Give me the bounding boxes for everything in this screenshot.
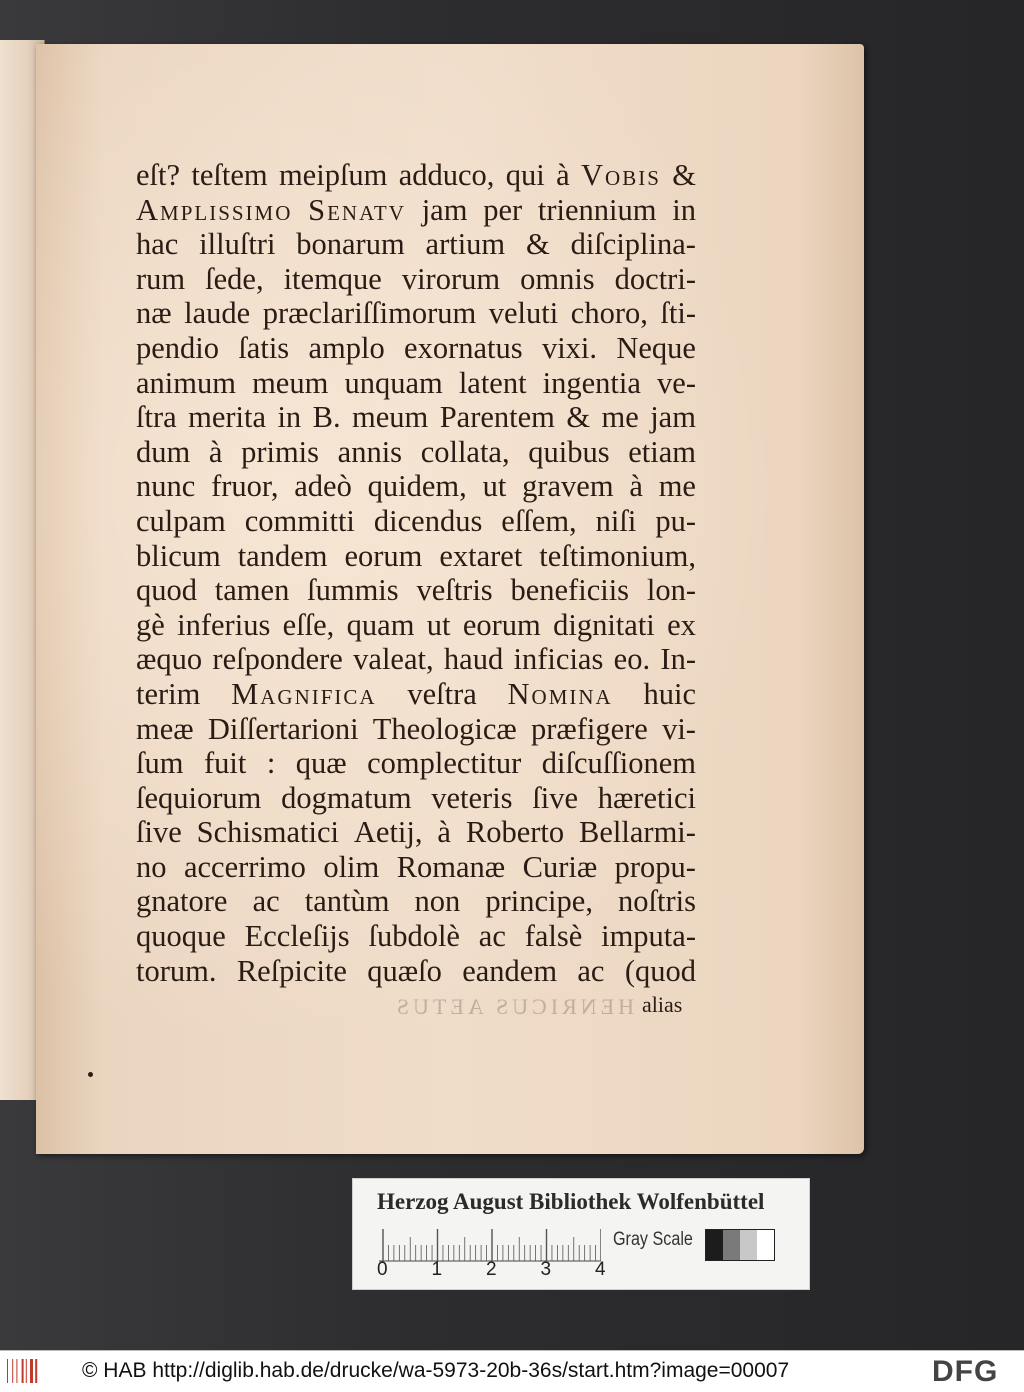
text-word: dogmatum bbox=[281, 780, 412, 815]
text-line bbox=[136, 193, 696, 228]
text-word: ſive bbox=[136, 815, 182, 850]
text-word: æquo bbox=[136, 642, 203, 677]
text-word: Nomina bbox=[507, 676, 613, 711]
text-word: haud bbox=[443, 642, 504, 677]
text-line bbox=[136, 400, 696, 435]
text-word: Roberto bbox=[465, 815, 565, 850]
text-word: pu- bbox=[655, 503, 696, 538]
text-word: eſt? bbox=[136, 158, 181, 192]
ruler-label: 3 bbox=[540, 1259, 552, 1280]
text-word: complectitur bbox=[367, 746, 522, 781]
text-word: animum bbox=[136, 365, 236, 400]
text-word: rum bbox=[136, 261, 186, 296]
catchword: alias bbox=[642, 992, 683, 1017]
barcode-bar bbox=[34, 1359, 35, 1383]
text-word: exornatus bbox=[404, 330, 523, 365]
text-word: ingentia bbox=[542, 365, 641, 400]
text-word: triennium bbox=[537, 192, 657, 227]
text-word: annis bbox=[337, 434, 403, 469]
text-word: Curiæ bbox=[522, 849, 598, 884]
text-word: choro, bbox=[570, 296, 648, 331]
text-word: tantùm bbox=[304, 884, 390, 919]
text-word: beneficiis bbox=[510, 573, 630, 608]
text-word: & bbox=[566, 400, 591, 435]
text-word: eſſem, bbox=[501, 503, 577, 538]
text-word: bonarum bbox=[296, 227, 405, 262]
text-word: unquam bbox=[344, 365, 443, 400]
text-word: pendio bbox=[136, 330, 220, 365]
text-word: meum bbox=[352, 400, 429, 435]
ruler-labels bbox=[375, 1259, 615, 1283]
text-word: Aetij, bbox=[353, 815, 423, 850]
barcode-bar bbox=[7, 1359, 8, 1383]
text-word: blicum bbox=[136, 538, 221, 573]
text-word: hac bbox=[136, 227, 179, 262]
text-word: Amplissimo bbox=[136, 192, 293, 227]
text-word: committi bbox=[244, 503, 355, 538]
text-word: ac bbox=[577, 953, 605, 988]
gray-patch bbox=[706, 1230, 723, 1260]
text-word: gravem bbox=[522, 469, 614, 504]
text-word: extaret bbox=[439, 538, 523, 573]
text-word: huic bbox=[643, 676, 696, 711]
text-word: meipſum bbox=[278, 158, 388, 192]
ruler-label: 1 bbox=[431, 1259, 443, 1280]
text-word: vixi. bbox=[541, 330, 598, 365]
text-line bbox=[136, 469, 696, 504]
text-line bbox=[136, 227, 696, 262]
text-word: per bbox=[483, 192, 523, 227]
text-word: hæretici bbox=[597, 780, 696, 815]
text-word: fuit bbox=[203, 746, 247, 781]
barcode-bar bbox=[9, 1359, 12, 1383]
text-word: no bbox=[136, 849, 167, 884]
ruler-label: 0 bbox=[377, 1259, 388, 1280]
text-word: ſummis bbox=[307, 573, 399, 608]
text-word: artium bbox=[425, 227, 506, 262]
text-word: niſi bbox=[595, 503, 637, 538]
text-word: quod bbox=[136, 573, 197, 608]
text-word: falsè bbox=[524, 919, 583, 954]
gray-scale-label: Gray Scale bbox=[613, 1229, 693, 1250]
text-word: olim bbox=[323, 849, 380, 884]
text-word: à bbox=[556, 158, 570, 192]
text-word: tandem bbox=[237, 538, 328, 573]
dfg-logo: DFG bbox=[932, 1355, 999, 1388]
color-scale-card bbox=[352, 1178, 810, 1290]
text-word: quoque bbox=[136, 919, 226, 954]
text-word: diſciplina- bbox=[570, 227, 696, 262]
text-line bbox=[136, 435, 696, 470]
library-title: Herzog August Bibliothek Wolfenbüttel bbox=[377, 1189, 765, 1214]
text-word: torum. bbox=[136, 953, 217, 988]
text-word: culpam bbox=[136, 503, 226, 538]
text-line bbox=[136, 781, 696, 816]
text-word: Bellarmi- bbox=[579, 815, 696, 850]
ink-dot bbox=[88, 1072, 93, 1077]
text-word: ſum bbox=[136, 746, 184, 781]
barcode-bar bbox=[38, 1359, 39, 1383]
barcode-bar bbox=[35, 1359, 37, 1383]
text-word: me bbox=[601, 400, 639, 435]
text-line bbox=[136, 712, 696, 747]
text-word: tamen bbox=[214, 573, 290, 608]
text-word: næ bbox=[136, 296, 172, 331]
text-word: gè bbox=[136, 607, 165, 642]
text-line bbox=[136, 504, 696, 539]
text-word: quæ bbox=[295, 746, 347, 781]
text-word: ſtra bbox=[136, 400, 177, 435]
text-word: eandem bbox=[462, 953, 558, 988]
text-word: non bbox=[414, 884, 461, 919]
barcode-bar bbox=[24, 1359, 25, 1383]
text-word: Magnifica bbox=[231, 676, 377, 711]
text-word: ſede, bbox=[205, 261, 264, 296]
text-line bbox=[136, 262, 696, 297]
text-word: ſequiorum bbox=[136, 780, 262, 815]
text-word: vi- bbox=[662, 711, 696, 746]
bleed-through-text: HENRICUS AETUS bbox=[392, 994, 634, 1019]
text-word: qui bbox=[505, 158, 545, 192]
text-word: (quod bbox=[624, 953, 696, 988]
text-word: Diſſertarioni bbox=[207, 711, 359, 746]
text-word: eorum bbox=[462, 607, 541, 642]
barcode-bar bbox=[16, 1359, 17, 1383]
text-word: veluti bbox=[488, 296, 559, 331]
text-line bbox=[136, 642, 696, 677]
barcode-bar bbox=[18, 1359, 21, 1383]
text-line bbox=[136, 331, 696, 366]
text-word: à bbox=[437, 815, 451, 850]
text-word: inferius bbox=[177, 607, 271, 642]
text-line bbox=[136, 539, 696, 574]
text-word: Schismatici bbox=[196, 815, 339, 850]
text-word: collata, bbox=[420, 434, 510, 469]
text-word: veteris bbox=[431, 780, 513, 815]
text-word: præclariſſimorum bbox=[262, 296, 477, 331]
barcode-bar bbox=[12, 1359, 13, 1383]
text-word: gnatore bbox=[136, 884, 228, 919]
text-word: terim bbox=[136, 676, 201, 711]
text-word: teſtem bbox=[191, 158, 268, 192]
text-word: ac bbox=[478, 919, 506, 954]
text-word: ex bbox=[667, 607, 696, 642]
text-word: eo. bbox=[613, 642, 651, 677]
text-word: Parentem bbox=[439, 400, 555, 435]
barcode-bar bbox=[26, 1359, 27, 1383]
barcode-bar bbox=[27, 1359, 29, 1383]
text-word: quam bbox=[346, 607, 415, 642]
text-line bbox=[136, 815, 696, 850]
text-word: præfigere bbox=[530, 711, 648, 746]
text-word: merita bbox=[188, 400, 266, 435]
text-word: Vobis bbox=[581, 158, 661, 192]
book-page bbox=[36, 44, 864, 1154]
text-word: ſti- bbox=[660, 296, 696, 331]
barcode-bar bbox=[14, 1359, 16, 1383]
footer-bar bbox=[0, 1350, 1024, 1392]
text-word: jam bbox=[421, 192, 468, 227]
text-word: ut bbox=[482, 469, 507, 504]
text-word: Neque bbox=[616, 330, 696, 365]
text-word: ve- bbox=[657, 365, 696, 400]
text-word: etiam bbox=[628, 434, 696, 469]
text-word: valeat, bbox=[353, 642, 434, 677]
text-word: teſtimonium, bbox=[539, 538, 696, 573]
text-word: in bbox=[672, 192, 696, 227]
text-word: Eccleſijs bbox=[244, 919, 350, 954]
text-line bbox=[136, 677, 696, 712]
text-word: ſubdolè bbox=[368, 919, 460, 954]
text-line bbox=[136, 954, 696, 989]
text-word: veſtris bbox=[416, 573, 493, 608]
text-word: noſtris bbox=[618, 884, 696, 919]
gray-patch bbox=[757, 1230, 774, 1260]
text-word: principe, bbox=[485, 884, 593, 919]
barcode-bar bbox=[30, 1359, 33, 1383]
ruler-scale bbox=[379, 1227, 601, 1263]
text-word: Theologicæ bbox=[372, 711, 517, 746]
text-word: dicendus bbox=[373, 503, 483, 538]
text-word: fruor, bbox=[211, 469, 279, 504]
text-word: omnis bbox=[520, 261, 595, 296]
text-line bbox=[136, 884, 696, 919]
text-line bbox=[136, 158, 696, 193]
text-line bbox=[136, 850, 696, 885]
ruler-label: 2 bbox=[486, 1259, 497, 1280]
gray-scale-patches bbox=[705, 1229, 775, 1261]
text-word: lon- bbox=[646, 573, 696, 608]
text-word: à bbox=[208, 434, 223, 469]
text-word: ut bbox=[426, 607, 451, 642]
text-word: illuſtri bbox=[199, 227, 276, 262]
text-word: quidem, bbox=[367, 469, 467, 504]
text-word: imputa- bbox=[601, 919, 696, 954]
page-text-block bbox=[136, 158, 696, 988]
text-line bbox=[136, 366, 696, 401]
text-word: accerrimo bbox=[183, 849, 306, 884]
text-word: à bbox=[629, 469, 643, 504]
text-word: Senatv bbox=[308, 192, 406, 227]
text-word: amplo bbox=[308, 330, 385, 365]
text-word: dignitati bbox=[553, 607, 655, 642]
text-word: me bbox=[658, 469, 696, 504]
text-word: meæ bbox=[136, 711, 194, 746]
text-word: nunc bbox=[136, 469, 196, 504]
text-word: Reſpicite bbox=[236, 953, 347, 988]
barcode-icon bbox=[6, 1357, 46, 1385]
text-line bbox=[136, 919, 696, 954]
text-word: adduco, bbox=[398, 158, 495, 192]
ruler-label: 4 bbox=[595, 1259, 606, 1280]
source-url-link[interactable]: © HAB http://diglib.hab.de/drucke/wa-5973-20b-36s/start.htm?image=00007 bbox=[82, 1359, 790, 1382]
text-word: quibus bbox=[528, 434, 610, 469]
text-word: B. bbox=[312, 400, 341, 435]
text-word: ac bbox=[252, 884, 280, 919]
text-line bbox=[136, 746, 696, 781]
text-word: & bbox=[672, 158, 696, 192]
text-word: doctri- bbox=[614, 261, 696, 296]
text-word: virorum bbox=[401, 261, 501, 296]
text-word: : bbox=[266, 746, 276, 781]
text-word: itemque bbox=[283, 261, 382, 296]
gray-patch bbox=[740, 1230, 757, 1260]
text-word: latent bbox=[458, 365, 527, 400]
text-word: jam bbox=[650, 400, 696, 435]
text-word: veſtra bbox=[407, 676, 477, 711]
text-word: eſſe, bbox=[282, 607, 335, 642]
text-word: & bbox=[526, 227, 550, 262]
text-word: In- bbox=[660, 642, 696, 677]
text-word: propu- bbox=[614, 849, 696, 884]
text-line bbox=[136, 296, 696, 331]
text-word: laude bbox=[184, 296, 251, 331]
text-line bbox=[136, 573, 696, 608]
text-word: Romanæ bbox=[396, 849, 506, 884]
text-word: meum bbox=[252, 365, 329, 400]
text-word: adeò bbox=[294, 469, 352, 504]
text-word: inficias bbox=[513, 642, 604, 677]
text-word: ſatis bbox=[238, 330, 290, 365]
text-word: in bbox=[277, 400, 302, 435]
text-word: dum bbox=[136, 434, 191, 469]
text-word: eorum bbox=[344, 538, 423, 573]
text-word: primis bbox=[241, 434, 320, 469]
barcode-bar bbox=[22, 1359, 24, 1383]
text-word: diſcuſſionem bbox=[541, 746, 696, 781]
gray-patch bbox=[723, 1230, 740, 1260]
text-word: ſive bbox=[532, 780, 579, 815]
text-word: quæſo bbox=[367, 953, 442, 988]
text-line bbox=[136, 608, 696, 643]
text-word: reſpondere bbox=[212, 642, 343, 677]
